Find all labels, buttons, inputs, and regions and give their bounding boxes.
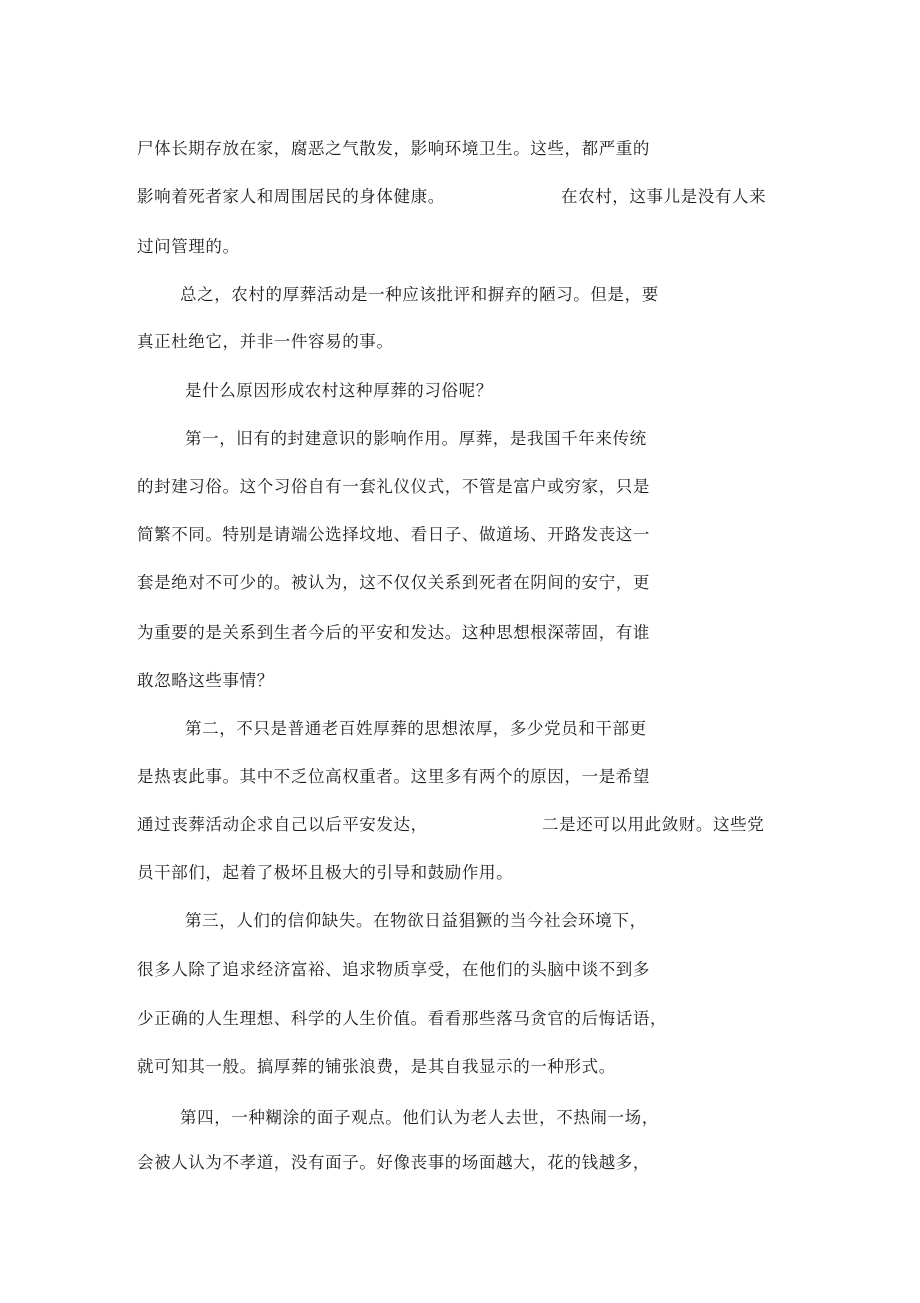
text-line: 为重要的是关系到生者今后的平安和发达。这种思想根深蒂固，有谁 (137, 623, 650, 642)
text-line: 简繁不同。特别是请端公选择坟地、看日子、做道场、开路发丧这一 (137, 525, 650, 544)
text-line: 真正杜绝它，并非一件容易的事。 (137, 332, 394, 351)
text-line: 过问管理的。 (137, 237, 240, 256)
text-line: 敢忽略这些事情？ (137, 671, 274, 690)
paragraph-start: 第四，一种糊涂的面子观点。他们认为老人去世，不热闹一场， (180, 1108, 659, 1127)
paragraph-start: 第三，人们的信仰缺失。在物欲日益猖獗的当今社会环境下， (185, 911, 647, 930)
text-line: 二是还可以用此敛财。这些党 (542, 815, 765, 834)
text-line: 在农村，这事儿是没有人来 (561, 187, 767, 206)
text-line: 套是绝对不可少的。被认为，这不仅仅关系到死者在阴间的安宁，更 (137, 573, 650, 592)
paragraph-start: 第一，旧有的封建意识的影响作用。厚葬，是我国千年来传统 (185, 429, 647, 448)
paragraph-start: 总之，农村的厚葬活动是一种应该批评和摒弃的陋习。但是，要 (180, 285, 659, 304)
question-line: 是什么原因形成农村这种厚葬的习俗呢？ (185, 381, 493, 400)
text-line: 会被人认为不孝道，没有面子。好像丧事的场面越大，花的钱越多， (137, 1153, 650, 1172)
text-line: 员干部们，起着了极坏且极大的引导和鼓励作用。 (137, 863, 514, 882)
text-line: 的封建习俗。这个习俗自有一套礼仪仪式，不管是富户或穷家，只是 (137, 477, 650, 496)
text-line: 通过丧葬活动企求自己以后平安发达， (137, 815, 428, 834)
text-line: 尸体长期存放在家，腐恶之气散发，影响环境卫生。这些，都严重的 (137, 139, 650, 158)
text-line: 就可知其一般。搞厚葬的铺张浪费，是其自我显示的一种形式。 (137, 1057, 616, 1076)
text-line: 很多人除了追求经济富裕、追求物质享受，在他们的头脑中谈不到多 (137, 960, 650, 979)
text-line: 少正确的人生理想、科学的人生价值。看看那些落马贪官的后悔话语， (137, 1009, 668, 1028)
paragraph-start: 第二，不只是普通老百姓厚葬的思想浓厚，多少党员和干部更 (185, 719, 647, 738)
text-line: 影响着死者家人和周围居民的身体健康。 (137, 187, 445, 206)
text-line: 是热衷此事。其中不乏位高权重者。这里多有两个的原因，一是希望 (137, 767, 650, 786)
